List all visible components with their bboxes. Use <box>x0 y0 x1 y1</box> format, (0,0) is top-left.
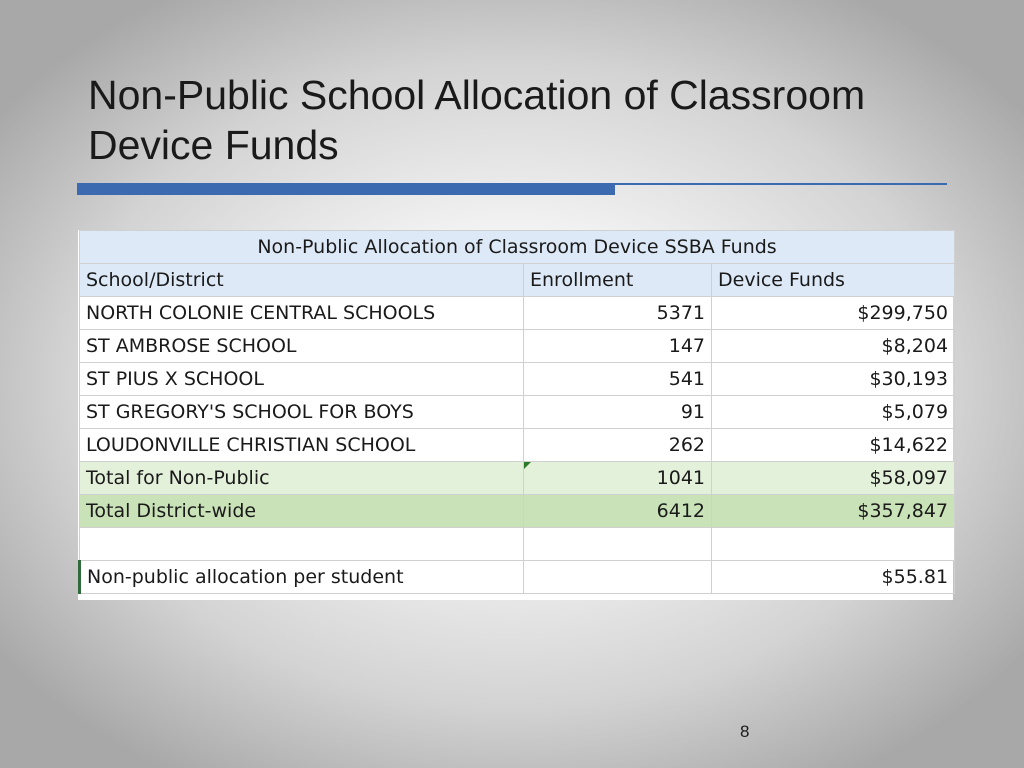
title-underline-thin <box>615 183 947 185</box>
total-non-public-label: Total for Non-Public <box>80 462 524 495</box>
device-funds-cell: $14,622 <box>712 429 955 462</box>
total-district-funds: $357,847 <box>712 495 955 528</box>
total-non-public-enrollment: 1041 <box>524 462 712 495</box>
empty-cell <box>712 528 955 561</box>
device-funds-cell: $30,193 <box>712 363 955 396</box>
per-student-value: $55.81 <box>712 561 955 594</box>
school-cell: LOUDONVILLE CHRISTIAN SCHOOL <box>80 429 524 462</box>
allocation-table <box>78 230 955 594</box>
empty-cell <box>524 561 712 594</box>
spreadsheet-image <box>78 230 953 600</box>
empty-cell <box>524 528 712 561</box>
school-cell: NORTH COLONIE CENTRAL SCHOOLS <box>80 297 524 330</box>
table-caption: Non-Public Allocation of Classroom Device SSBA Funds <box>80 231 955 264</box>
table-row <box>80 363 955 396</box>
enrollment-cell: 91 <box>524 396 712 429</box>
table-row <box>80 429 955 462</box>
column-header-school: School/District <box>80 264 524 297</box>
slide-title: Non-Public School Allocation of Classroom Device Funds <box>88 72 866 168</box>
enrollment-cell: 147 <box>524 330 712 363</box>
device-funds-cell: $5,079 <box>712 396 955 429</box>
empty-cell <box>80 528 524 561</box>
table-row <box>80 297 955 330</box>
page-number: 8 <box>740 722 750 741</box>
table-header-row <box>80 264 955 297</box>
title-underline-thick <box>77 183 615 195</box>
enrollment-cell: 262 <box>524 429 712 462</box>
school-cell: ST PIUS X SCHOOL <box>80 363 524 396</box>
enrollment-cell: 5371 <box>524 297 712 330</box>
table-caption-row <box>80 231 955 264</box>
per-student-label: Non-public allocation per student <box>80 561 524 594</box>
table-row <box>80 396 955 429</box>
per-student-row <box>80 561 955 594</box>
table-row <box>80 330 955 363</box>
total-non-public-row <box>80 462 955 495</box>
total-non-public-funds: $58,097 <box>712 462 955 495</box>
total-district-row <box>80 495 955 528</box>
column-header-device-funds: Device Funds <box>712 264 955 297</box>
total-district-enrollment: 6412 <box>524 495 712 528</box>
total-district-label: Total District-wide <box>80 495 524 528</box>
empty-row <box>80 528 955 561</box>
enrollment-cell: 541 <box>524 363 712 396</box>
school-cell: ST AMBROSE SCHOOL <box>80 330 524 363</box>
device-funds-cell: $299,750 <box>712 297 955 330</box>
column-header-enrollment: Enrollment <box>524 264 712 297</box>
school-cell: ST GREGORY'S SCHOOL FOR BOYS <box>80 396 524 429</box>
device-funds-cell: $8,204 <box>712 330 955 363</box>
